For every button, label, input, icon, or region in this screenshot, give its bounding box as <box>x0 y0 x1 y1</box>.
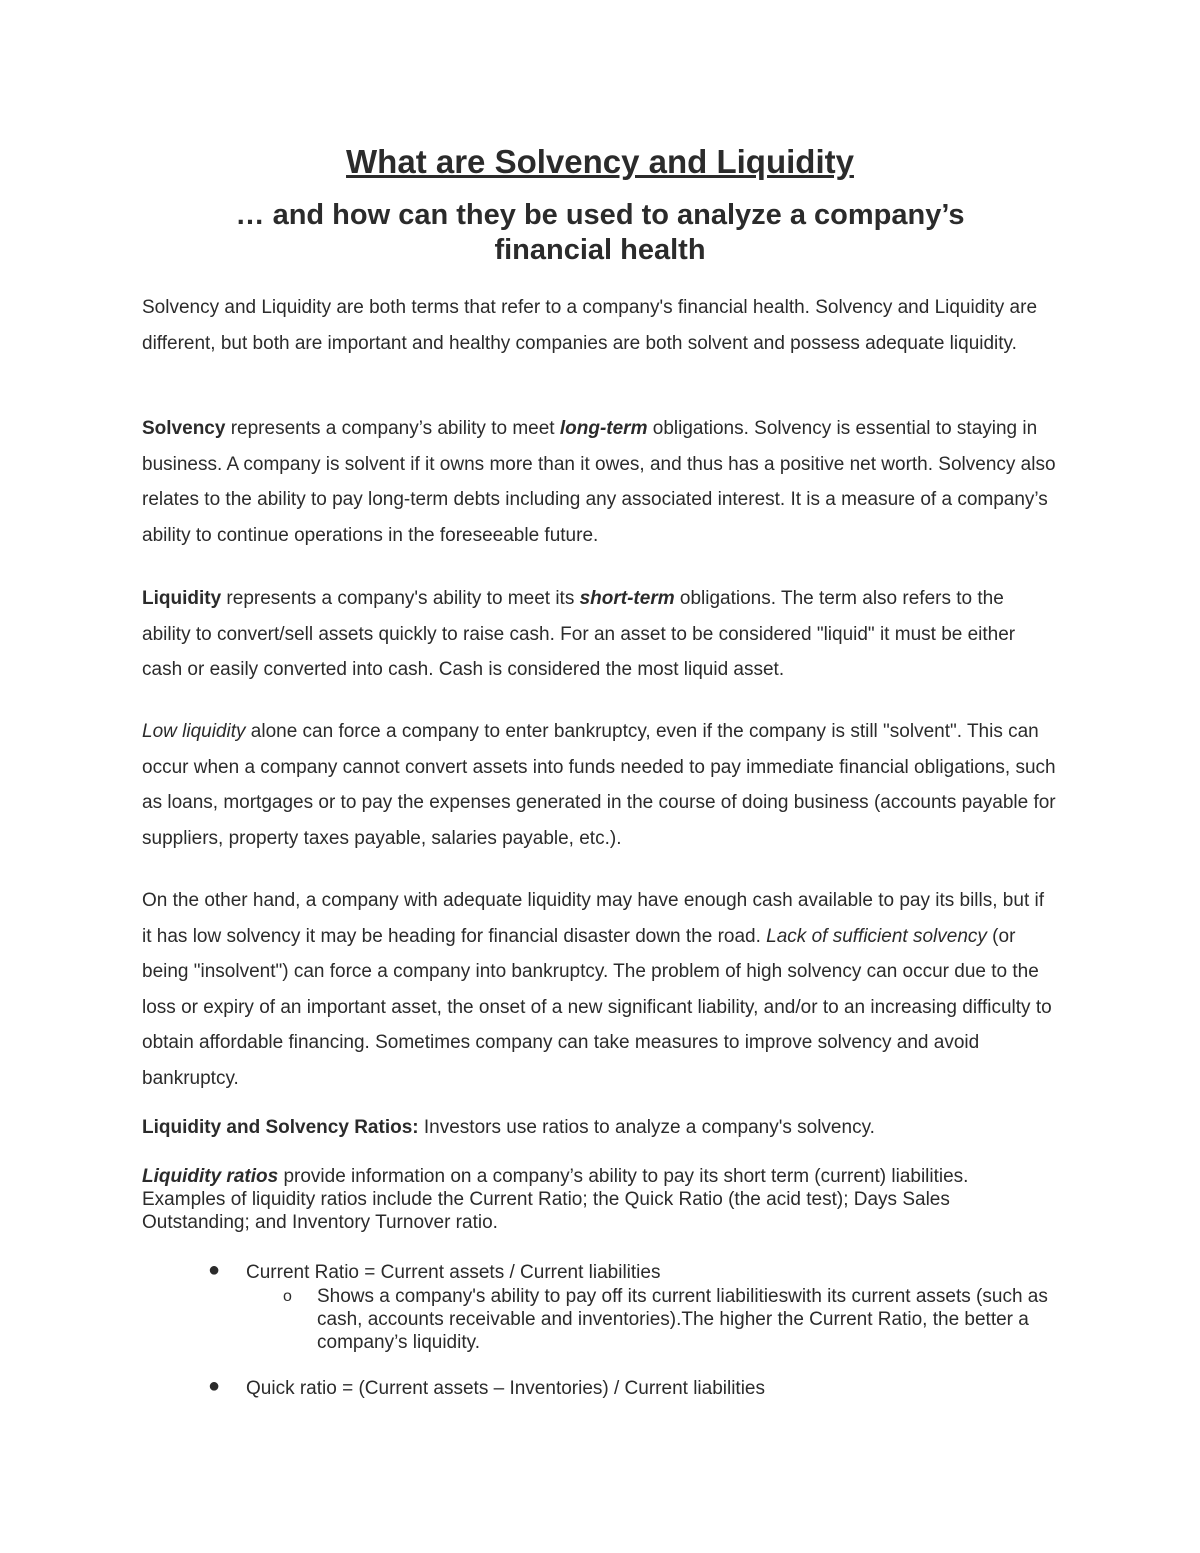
ratios-heading-paragraph <box>142 1110 1057 1146</box>
other-hand-paragraph <box>142 883 1057 1096</box>
bullet-icon: ● <box>208 1259 221 1281</box>
bullet-quick-ratio: Quick ratio = (Current assets – Inventories) / Current liabilities <box>246 1378 766 1399</box>
solvency-paragraph <box>142 411 1057 553</box>
liquidity-ratios-term: Liquidity ratios <box>142 1166 279 1187</box>
bullet-current-ratio: Current Ratio = Current assets / Current liabilities <box>246 1262 661 1283</box>
document-subtitle <box>150 198 1050 268</box>
other-hand-emphasis: Lack of sufficient solvency <box>766 925 987 947</box>
document-title: What are Solvency and Liquidity <box>346 143 854 180</box>
liquidity-paragraph <box>142 581 1057 688</box>
intro-paragraph: Solvency and Liquidity are both terms that refer to a company's financial health. Solvency and Liquidity are different, but both are important and healthy companies are both solvent and possess adequate liquidity. <box>142 297 1038 354</box>
liquidity-text-a: represents a company's ability to meet its <box>221 588 580 609</box>
other-hand-text-b: (or being "insolvent") can force a company into bankruptcy. The problem of high solvency can occur due to the loss or expiry of an important asset, the onset of a new significant liability, and/or to an increasing difficulty to obtain affordable financing. Sometimes company can take measures to improve solvency and avoid bankruptcy. <box>142 925 1052 1089</box>
liquidity-ratios-text: provide information on a company’s ability to pay its short term (current) liabilities. Examples of liquidity ratios include the Current Ratio; the Quick Ratio (the acid test); Days Sales Outstanding; and Inventory Turnover ratio. <box>142 1166 969 1233</box>
other-hand-text-a: On the other hand, a company with adequate liquidity may have enough cash available to pay its bills, but if it has low solvency it may be heading for financial disaster down the road. <box>142 890 1044 947</box>
liquidity-ratios-paragraph <box>142 1165 1057 1234</box>
solvency-emphasis: long-term <box>559 418 648 439</box>
solvency-text-b: obligations. Solvency is essential to staying in business. A company is solvent if it owns more than it owes, and thus has a positive net worth. Solvency also relates to the ability to pay long-term debts including any associated interest. It is a measure of a company’s ability to continue operations in the foreseeable future. <box>142 418 1056 546</box>
solvency-text-a: represents a company’s ability to meet <box>225 418 560 439</box>
liquidity-text-b: obligations. The term also refers to the ability to convert/sell assets quickly to raise cash. For an asset to be considered "liquid" it must be either cash or easily converted into cash. Cash is considered the most liquid asset. <box>142 588 1016 680</box>
low-liquidity-emphasis: Low liquidity <box>142 721 246 742</box>
ratios-heading-text: Investors use ratios to analyze a company's solvency. <box>418 1117 875 1138</box>
liquidity-emphasis: short-term <box>579 588 675 609</box>
subtitle-line-1: … and how can they be used to analyze a company’s <box>235 199 965 231</box>
ratios-heading-term: Liquidity and Solvency Ratios: <box>142 1117 419 1138</box>
sub-bullet-icon: o <box>283 1288 292 1305</box>
sub-bullet-current-ratio: Shows a company's ability to pay off its current liabilitieswith its current assets (such as cash, accounts receivable and inventories).The higher the Current Ratio, the better a company’s liquidity. <box>317 1286 1048 1353</box>
low-liquidity-paragraph <box>142 714 1057 856</box>
liquidity-term: Liquidity <box>142 588 222 609</box>
low-liquidity-text: alone can force a company to enter bankruptcy, even if the company is still "solvent". This can occur when a company cannot convert assets into funds needed to pay immediate financial obligations, such as loans, mortgages or to pay the expenses generated in the course of doing business (accounts payable for suppliers, property taxes payable, salaries payable, etc.). <box>142 721 1056 849</box>
solvency-term: Solvency <box>142 418 226 439</box>
bullet-icon: ● <box>208 1375 221 1397</box>
subtitle-line-2: financial health <box>494 234 706 266</box>
